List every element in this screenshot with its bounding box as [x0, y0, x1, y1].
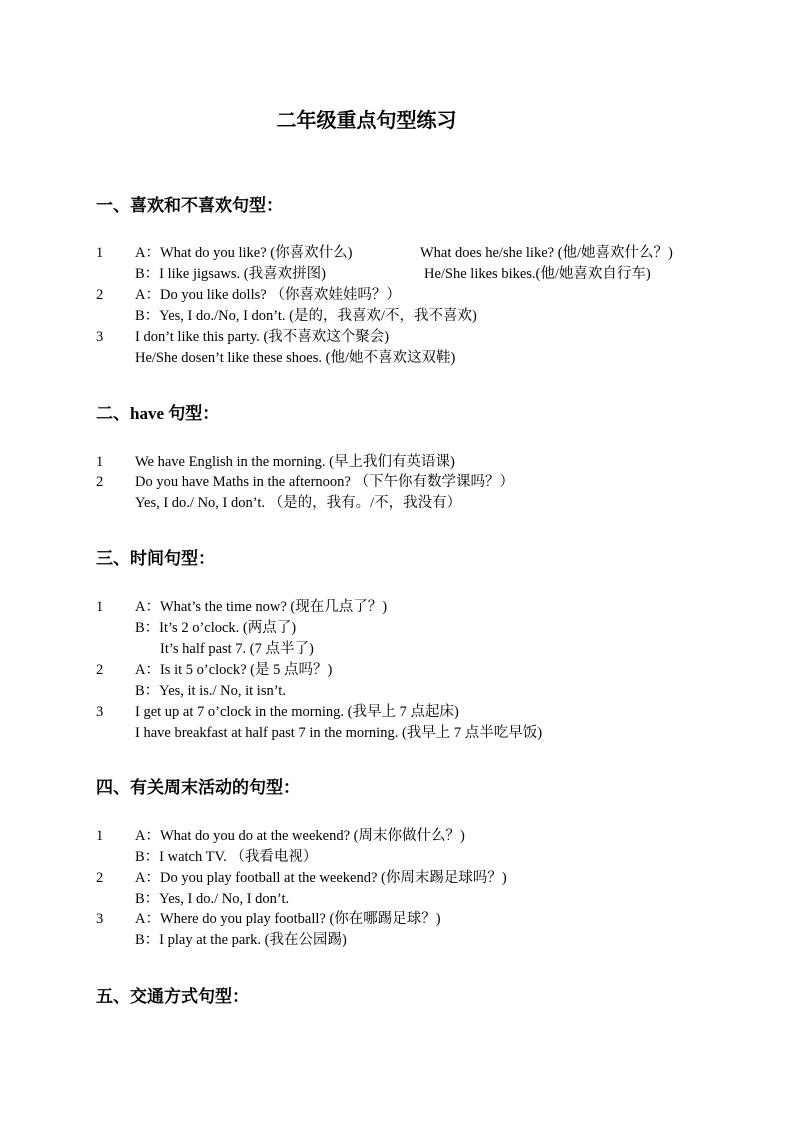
sentence-line: He/She likes bikes.(他/她喜欢自行车) — [424, 266, 651, 282]
section-heading-transport: 五、交通方式句型： — [96, 987, 249, 1006]
item-number: 1 — [96, 599, 104, 615]
item-number: 2 — [96, 662, 104, 678]
item-number: 1 — [96, 454, 104, 470]
section-heading-likes: 一、喜欢和不喜欢句型： — [96, 196, 283, 215]
sentence-line: I don’t like this party. (我不喜欢这个聚会) — [135, 329, 390, 345]
section-heading-time: 三、时间句型： — [96, 549, 215, 568]
sentence-line: A：What do you do at the weekend? (周末你做什么？) — [135, 828, 465, 844]
item-number: 3 — [96, 704, 104, 720]
sentence-line: B：Yes, it is./ No, it isn’t. — [135, 683, 286, 699]
sentence-line: B：Yes, I do./No, I don’t. (是的，我喜欢/不，我不喜欢) — [135, 308, 477, 324]
sentence-line: A：What do you like? (你喜欢什么) — [135, 245, 353, 261]
item-number: 2 — [96, 474, 104, 490]
sentence-line: It’s half past 7. (7 点半了) — [160, 641, 314, 657]
page-title: 二年级重点句型练习 — [276, 110, 457, 132]
sentence-line: B：It’s 2 o’clock. (两点了) — [135, 620, 297, 636]
sentence-line: A：Do you play football at the weekend? (你周末踢足球吗？) — [135, 870, 507, 886]
sentence-line: A：Do you like dolls? （你喜欢娃娃吗？） — [135, 287, 401, 303]
item-number: 1 — [96, 828, 104, 844]
item-number: 3 — [96, 329, 104, 345]
section-heading-have: 二、have 句型： — [96, 404, 220, 423]
item-number: 2 — [96, 870, 104, 886]
item-number: 3 — [96, 911, 104, 927]
item-number: 1 — [96, 245, 104, 261]
sentence-line: He/She dosen’t like these shoes. (他/她不喜欢这双鞋) — [135, 350, 456, 366]
sentence-line: Do you have Maths in the afternoon? （下午你有数学课吗？） — [135, 474, 514, 490]
sentence-line: B：I like jigsaws. (我喜欢拼图) — [135, 266, 326, 282]
sentence-line: A：Where do you play football? (你在哪踢足球？) — [135, 911, 441, 927]
section-heading-weekend: 四、有关周末活动的句型： — [96, 778, 300, 797]
sentence-line: Yes, I do./ No, I don’t. （是的，我有。/不，我没有） — [135, 495, 462, 511]
item-number: 2 — [96, 287, 104, 303]
sentence-line: I have breakfast at half past 7 in the morning. (我早上 7 点半吃早饭) — [135, 725, 543, 741]
sentence-line: B：I watch TV. （我看电视） — [135, 849, 318, 865]
sentence-line: B：Yes, I do./ No, I don’t. — [135, 891, 290, 907]
sentence-line: A：Is it 5 o’clock? (是 5 点吗？) — [135, 662, 333, 678]
sentence-line: B：I play at the park. (我在公园踢) — [135, 932, 347, 948]
sentence-line: I get up at 7 o’clock in the morning. (我早上 7 点起床) — [135, 704, 459, 720]
sentence-line: A：What’s the time now? (现在几点了？) — [135, 599, 388, 615]
sentence-line: What does he/she like? (他/她喜欢什么？) — [420, 245, 673, 261]
sentence-line: We have English in the morning. (早上我们有英语课) — [135, 454, 455, 470]
